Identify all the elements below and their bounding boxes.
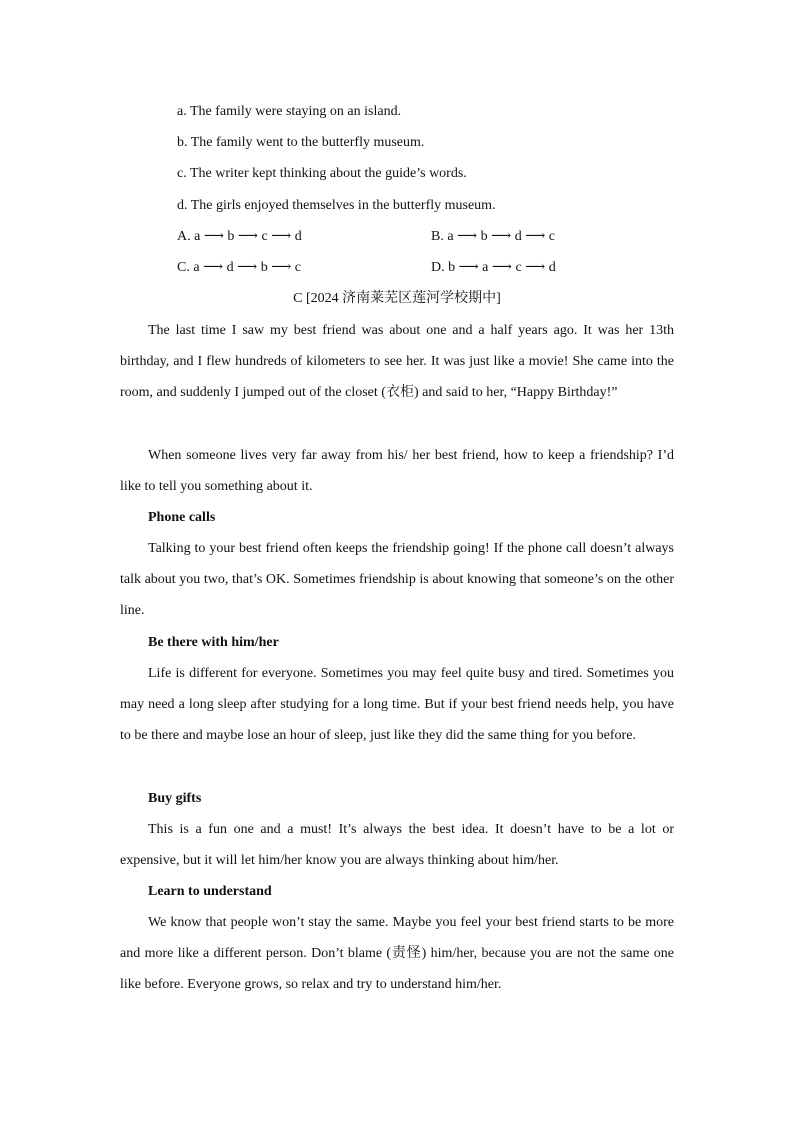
paragraph-1: The last time I saw my best friend was about one and a half years ago. It was her 13th birthday, and I flew hundreds of kilometers to see her. It was just like a movie! She came into the room, and suddenly I jumped out of the closet (衣柜) and said to her, “Happy Birthday!”: [120, 323, 674, 401]
event-b: b. The family went to the butterfly museum.: [177, 135, 425, 150]
paragraph-6: We know that people won’t stay the same. Maybe you feel your best friend starts to be more and more like a different person. Don’t blame (责怪) him/her, because you are not the same one like before. Everyone grows, so relax and try to understand him/her.: [120, 915, 674, 993]
option-b: B. a ⟶ b ⟶ d ⟶ c: [431, 229, 555, 244]
option-a: A. a ⟶ b ⟶ c ⟶ d: [177, 229, 302, 244]
event-c: c. The writer kept thinking about the guide’s words.: [177, 166, 467, 181]
paragraph-4: Life is different for everyone. Sometimes you may feel quite busy and tired. Sometimes you may need a long sleep after studying for a long time. But if your best friend needs help, you have to be there and maybe lose an hour of sleep, just like they did the same thing for you before.: [120, 666, 674, 744]
passage-label: C [2024 济南莱芜区莲河学校期中]: [293, 291, 501, 306]
option-d: D. b ⟶ a ⟶ c ⟶ d: [431, 260, 556, 275]
heading-learn-to-understand: Learn to understand: [148, 884, 272, 899]
paragraph-3: Talking to your best friend often keeps the friendship going! If the phone call doesn’t always talk about you two, that’s OK. Sometimes friendship is about knowing that someone’s on the other line.: [120, 541, 674, 619]
event-a: a. The family were staying on an island.: [177, 104, 402, 119]
heading-be-there: Be there with him/her: [148, 635, 279, 650]
paragraph-5: This is a fun one and a must! It’s always the best idea. It doesn’t have to be a lot or expensive, but it will let him/her know you are always thinking about him/her.: [120, 822, 674, 869]
heading-phone-calls: Phone calls: [148, 510, 216, 525]
event-d: d. The girls enjoyed themselves in the butterfly museum.: [177, 198, 496, 213]
paragraph-2: When someone lives very far away from his/ her best friend, how to keep a friendship? I’d like to tell you something about it.: [120, 448, 674, 495]
heading-buy-gifts: Buy gifts: [148, 791, 202, 806]
option-c: C. a ⟶ d ⟶ b ⟶ c: [177, 260, 301, 275]
